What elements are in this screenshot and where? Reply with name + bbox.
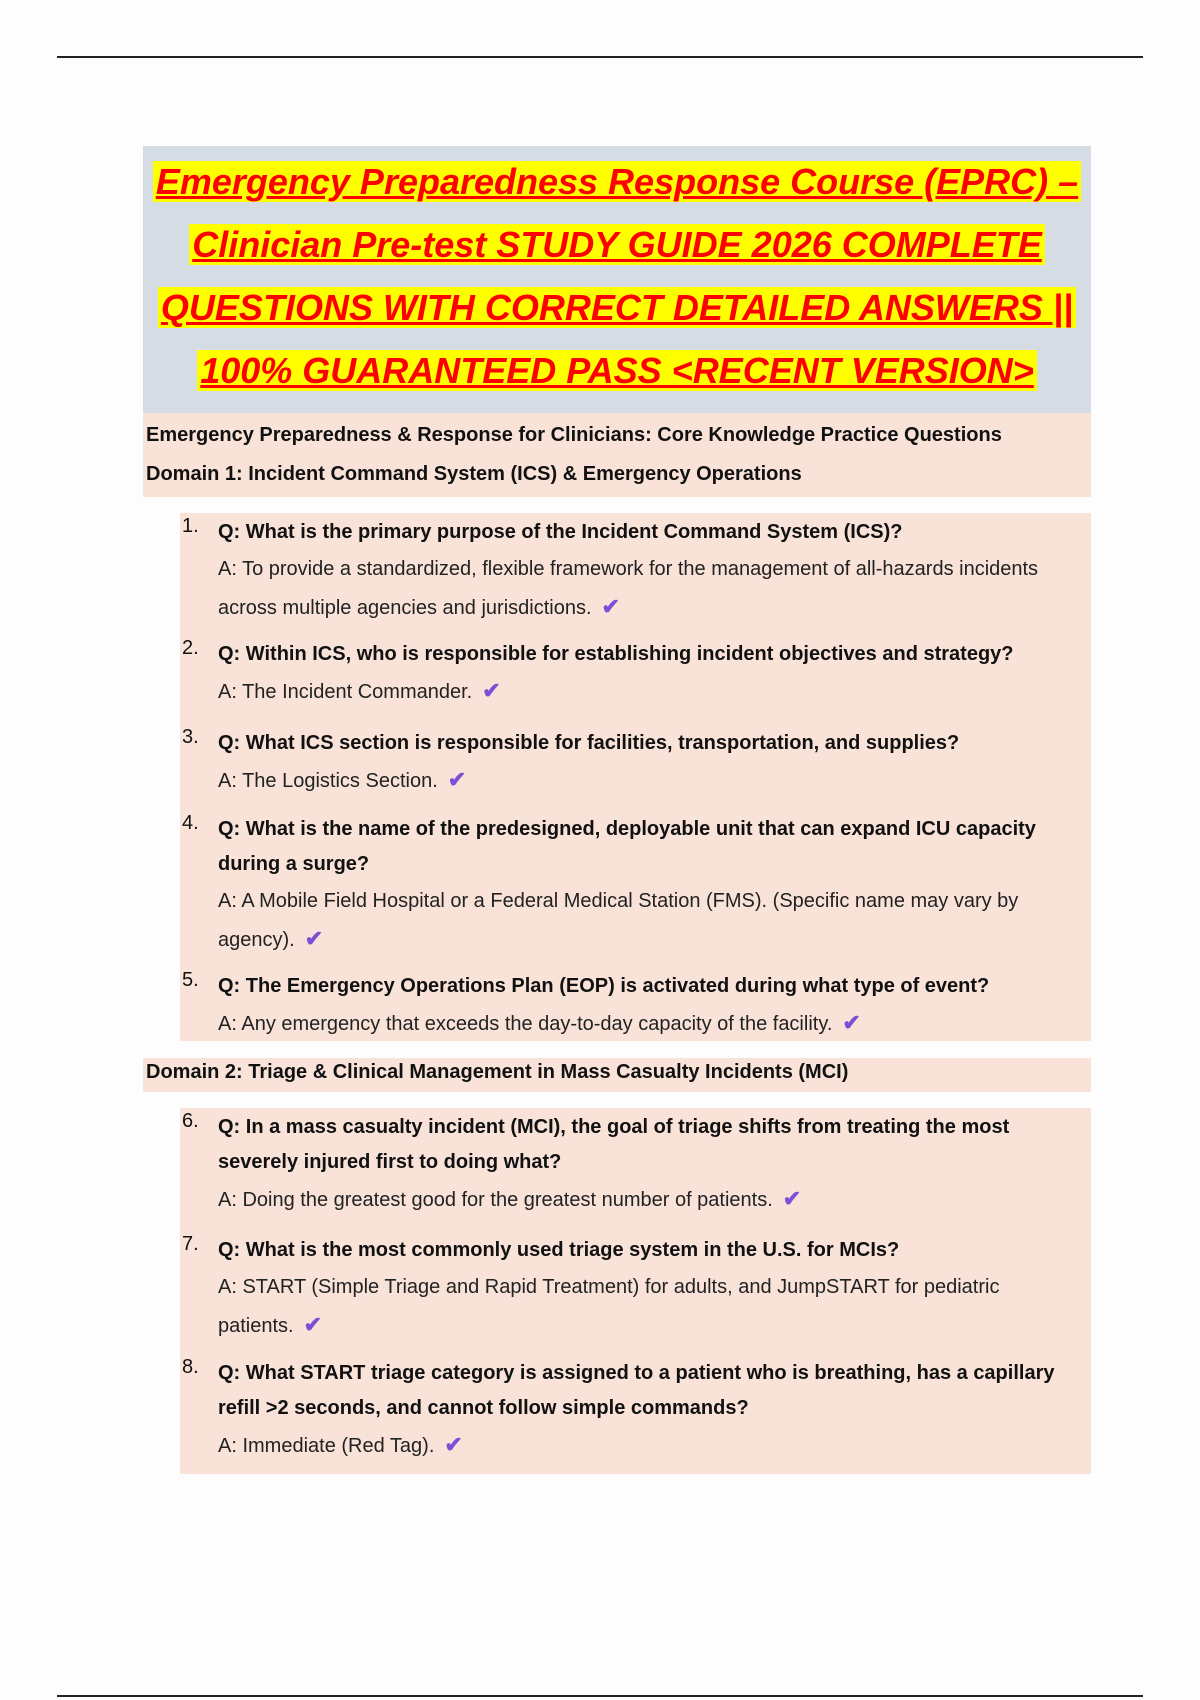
- list-item: 8. Q: What START triage category is assigned to a patient who is breathing, has a capillary refill >2 seconds, and cannot follow simple commands? A: Immediate (Red Tag). ✔: [180, 1356, 1085, 1465]
- checkmark-icon: ✔: [444, 1432, 463, 1457]
- checkmark-icon: ✔: [304, 926, 324, 951]
- question-text: Q: What is the primary purpose of the Incident Command System (ICS)?: [218, 521, 903, 543]
- question-text: Q: What is the most commonly used triage system in the U.S. for MCIs?: [218, 1239, 900, 1261]
- domain-1-heading: Domain 1: Incident Command System (ICS) & Emergency Operations: [146, 463, 802, 485]
- question-text: Q: The Emergency Operations Plan (EOP) is activated during what type of event?: [218, 975, 990, 997]
- question-text: Q: What ICS section is responsible for facilities, transportation, and supplies?: [218, 732, 960, 754]
- domain-2-heading: Domain 2: Triage & Clinical Management in Mass Casualty Incidents (MCI): [146, 1061, 849, 1083]
- title-line-2: Clinician Pre-test STUDY GUIDE 2026 COMPLETE: [143, 209, 1091, 272]
- answer-text: A: START (Simple Triage and Rapid Treatment) for adults, and JumpSTART for pediatric patients. ✔: [218, 1276, 1000, 1337]
- bottom-rule: [57, 1695, 1143, 1697]
- checkmark-icon: ✔: [482, 678, 501, 703]
- answer-text: A: The Logistics Section. ✔: [218, 767, 467, 792]
- answer-text: A: To provide a standardized, flexible framework for the management of all-hazards incidents across multiple agencies and jurisdictions. ✔: [218, 558, 1039, 619]
- question-text: Q: What START triage category is assigned to a patient who is breathing, has a capillary refill >2 seconds, and cannot follow simple commands?: [218, 1362, 1055, 1419]
- answer-text: A: The Incident Commander. ✔: [218, 678, 501, 703]
- section-header: [143, 413, 1091, 497]
- domain-2-heading-band: [143, 1058, 1091, 1092]
- domain-2-questions: [180, 1108, 1091, 1474]
- checkmark-icon: ✔: [447, 767, 467, 792]
- list-item: 3. Q: What ICS section is responsible for facilities, transportation, and supplies? A: The Logistics Section. ✔: [180, 726, 1085, 800]
- answer-text: A: Doing the greatest good for the greatest number of patients. ✔: [218, 1186, 802, 1211]
- title-line-1: Emergency Preparedness Response Course (EPRC) –: [143, 146, 1091, 209]
- title-line-4: 100% GUARANTEED PASS <RECENT VERSION>: [143, 335, 1091, 398]
- domain-1-questions: [180, 513, 1091, 1041]
- checkmark-icon: ✔: [601, 594, 620, 619]
- answer-text: A: Immediate (Red Tag). ✔: [218, 1432, 463, 1457]
- list-item: 1. Q: What is the primary purpose of the Incident Command System (ICS)? A: To provide a standardized, flexible framework for the management of all-hazards incidents across multiple agencies and jurisdictions. ✔: [180, 515, 1085, 627]
- question-text: Q: What is the name of the predesigned, deployable unit that can expand ICU capacity during a surge?: [218, 818, 1036, 875]
- title-line-3: QUESTIONS WITH CORRECT DETAILED ANSWERS ||: [143, 272, 1091, 335]
- answer-text: A: Any emergency that exceeds the day-to-day capacity of the facility. ✔: [218, 1010, 861, 1035]
- list-item: 5. Q: The Emergency Operations Plan (EOP) is activated during what type of event? A: Any emergency that exceeds the day-to-day capacity of the facility. ✔: [180, 969, 1085, 1043]
- checkmark-icon: ✔: [782, 1186, 802, 1211]
- list-item: 6. Q: In a mass casualty incident (MCI), the goal of triage shifts from treating the most severely injured first to doing what? A: Doing the greatest good for the greatest number of patients. ✔: [180, 1110, 1085, 1219]
- answer-text: A: A Mobile Field Hospital or a Federal Medical Station (FMS). (Specific name may vary by agency). ✔: [218, 890, 1019, 951]
- list-item: 2. Q: Within ICS, who is responsible for establishing incident objectives and strategy? A: The Incident Commander. ✔: [180, 637, 1085, 711]
- question-text: Q: Within ICS, who is responsible for establishing incident objectives and strategy?: [218, 643, 1014, 665]
- top-rule: [57, 56, 1143, 58]
- checkmark-icon: ✔: [303, 1312, 323, 1337]
- document-title: [143, 146, 1091, 414]
- list-item: 4. Q: What is the name of the predesigned, deployable unit that can expand ICU capacity during a surge? A: A Mobile Field Hospital or a Federal Medical Station (FMS). (Specific name may vary by agency). ✔: [180, 812, 1085, 959]
- question-text: Q: In a mass casualty incident (MCI), the goal of triage shifts from treating the most severely injured first to doing what?: [218, 1116, 1010, 1173]
- subtitle: Emergency Preparedness & Response for Clinicians: Core Knowledge Practice Questions: [146, 424, 1002, 446]
- checkmark-icon: ✔: [842, 1010, 861, 1035]
- list-item: 7. Q: What is the most commonly used triage system in the U.S. for MCIs? A: START (Simple Triage and Rapid Treatment) for adults, and JumpSTART for pediatric patients. ✔: [180, 1233, 1085, 1345]
